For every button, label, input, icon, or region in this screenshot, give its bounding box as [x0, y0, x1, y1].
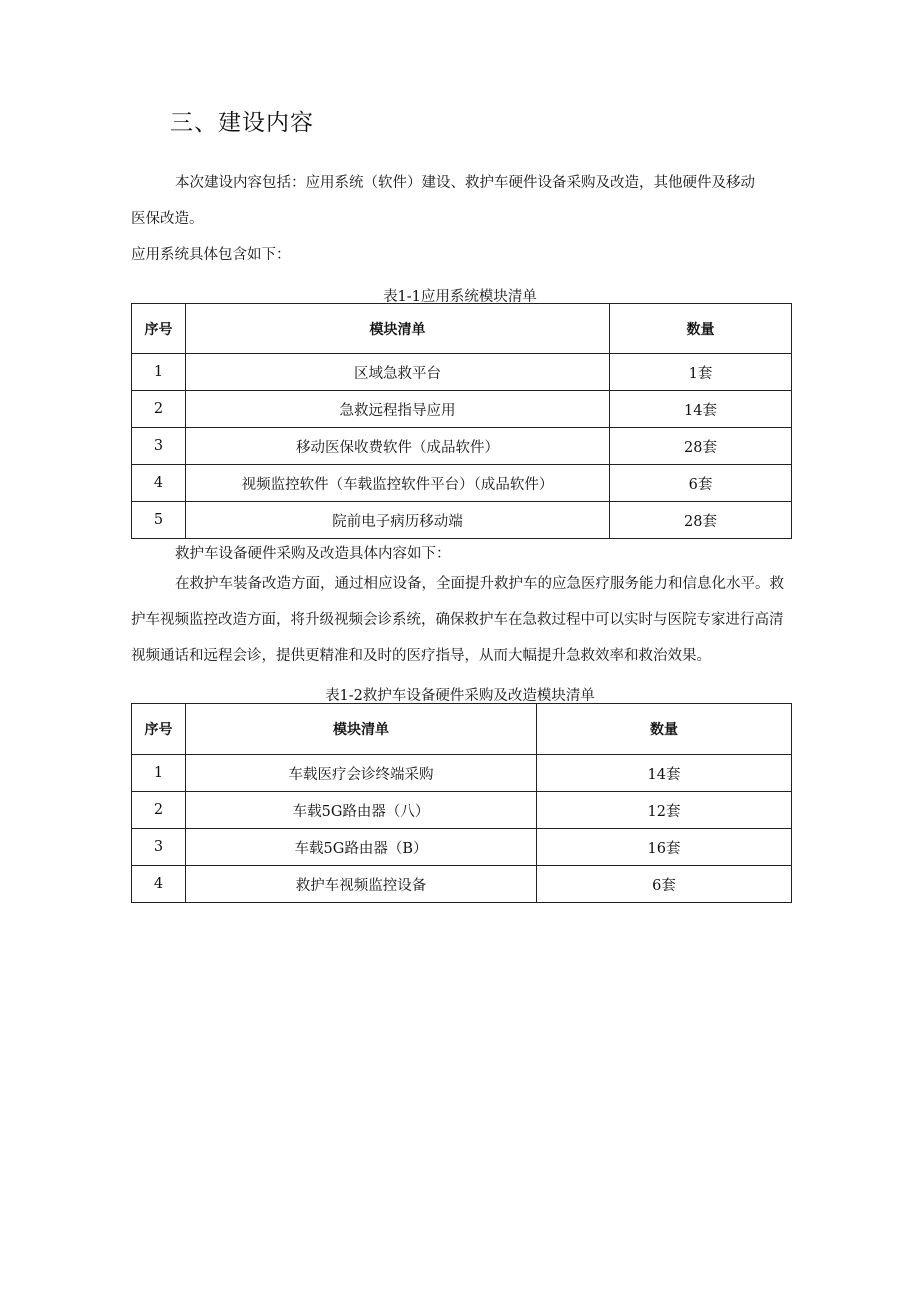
cell-module: 院前电子病历移动端: [186, 502, 610, 539]
header-qty: 数量: [537, 704, 792, 755]
app-intro: 应用系统具体包含如下：: [131, 247, 291, 263]
section-title: 三、建设内容: [170, 110, 314, 136]
intro-line-2: 医保改造。: [131, 211, 204, 227]
table-row: [132, 391, 792, 428]
cell-no: 5: [132, 502, 186, 539]
header-no: 序号: [132, 704, 186, 755]
header-no: 序号: [132, 304, 186, 354]
cell-no: 3: [132, 428, 186, 465]
table1-caption: 表1-1应用系统模块清单: [383, 289, 537, 305]
intro-paragraph: [131, 165, 791, 201]
cell-no: 2: [132, 792, 186, 829]
cell-qty: 12套: [537, 792, 792, 829]
table-row: [132, 354, 792, 391]
cell-qty: 28套: [610, 502, 792, 539]
header-qty: 数量: [610, 304, 792, 354]
intro-paragraph-cont: [131, 201, 791, 237]
cell-module: 车载医疗会诊终端采购: [186, 755, 537, 792]
hw-intro: 救护车设备硬件采购及改造具体内容如下：: [175, 546, 451, 562]
hw-modules-table: [131, 703, 792, 903]
cell-module: 急救远程指导应用: [186, 391, 610, 428]
cell-module: 车载5G路由器（B）: [186, 829, 537, 866]
table-row: [132, 866, 792, 903]
cell-module: 视频监控软件（车载监控软件平台）（成品软件）: [186, 465, 610, 502]
header-module: 模块清单: [186, 704, 537, 755]
table-row: [132, 792, 792, 829]
hw-paragraph: 在救护车装备改造方面，通过相应设备，全面提升救护车的应急医疗服务能力和信息化水平。救护车视频监控改造方面，将升级视频会诊系统，确保救护车在急救过程中可以实时与医院专家进行高清视频通话和远程会诊，提供更精准和及时的医疗指导，从而大幅提升急救效率和救治效果。: [131, 576, 784, 664]
cell-module: 救护车视频监控设备: [186, 866, 537, 903]
cell-no: 2: [132, 391, 186, 428]
cell-no: 4: [132, 866, 186, 903]
cell-qty: 1套: [610, 354, 792, 391]
table-row: [132, 465, 792, 502]
table2-caption: 表1-2救护车设备硬件采购及改造模块清单: [325, 688, 595, 704]
cell-qty: 14套: [610, 391, 792, 428]
table-header-row: [132, 704, 792, 755]
cell-qty: 6套: [610, 465, 792, 502]
table-row: [132, 428, 792, 465]
intro-line-1: 本次建设内容包括：应用系统（软件）建设、救护车硬件设备采购及改造，其他硬件及移动: [175, 175, 755, 191]
cell-no: 1: [132, 354, 186, 391]
cell-module: 移动医保收费软件（成品软件）: [186, 428, 610, 465]
cell-qty: 16套: [537, 829, 792, 866]
table-row: [132, 502, 792, 539]
table-row: [132, 829, 792, 866]
cell-qty: 14套: [537, 755, 792, 792]
cell-module: 车载5G路由器（八）: [186, 792, 537, 829]
cell-no: 3: [132, 829, 186, 866]
cell-qty: 6套: [537, 866, 792, 903]
cell-module: 区域急救平台: [186, 354, 610, 391]
app-modules-table: [131, 303, 792, 539]
cell-no: 1: [132, 755, 186, 792]
cell-qty: 28套: [610, 428, 792, 465]
header-module: 模块清单: [186, 304, 610, 354]
table-row: [132, 755, 792, 792]
table-header-row: [132, 304, 792, 354]
cell-no: 4: [132, 465, 186, 502]
